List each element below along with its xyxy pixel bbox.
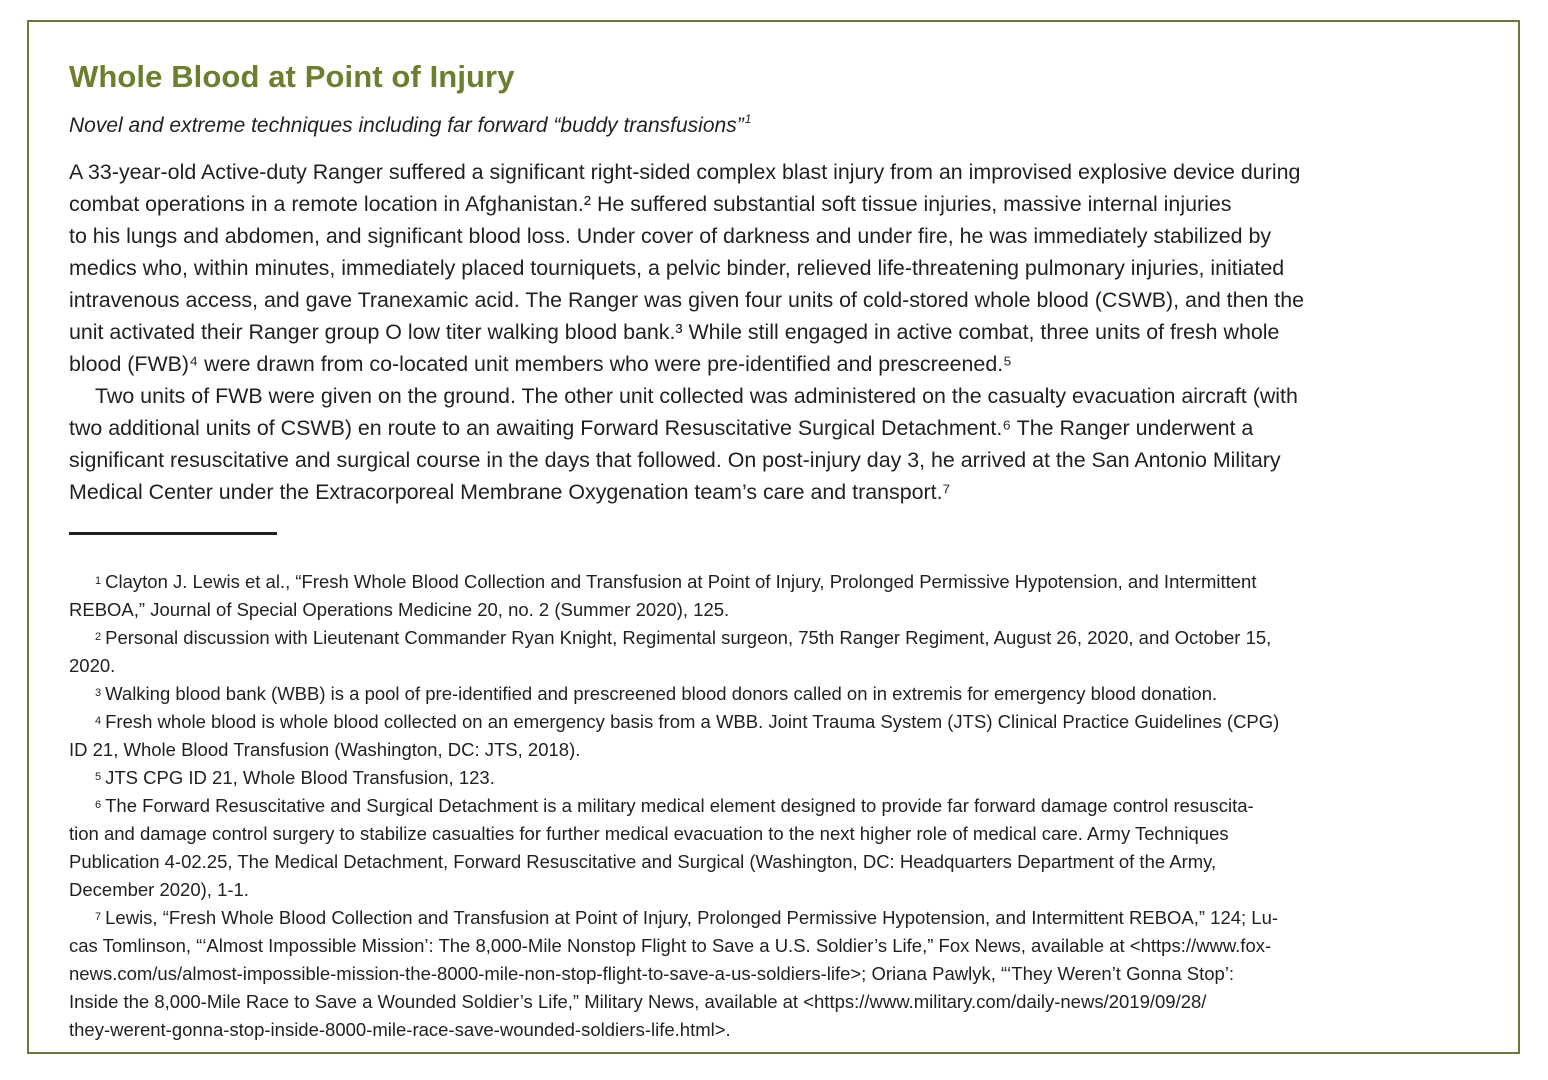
footnote-line xyxy=(69,680,1489,708)
body-line: combat operations in a remote location in Afghanistan.² He suffered substantial soft tissue injuries, massive internal injuries xyxy=(69,192,1232,216)
footnote-text: Lewis, “Fresh Whole Blood Collection and Transfusion at Point of Injury, Prolonged Permissive Hypotension, and Intermittent REBOA,” 124; Lu- xyxy=(105,907,1279,928)
sidebar-box xyxy=(27,20,1520,1054)
box-title: Whole Blood at Point of Injury xyxy=(69,59,515,94)
footnote-line xyxy=(69,736,1489,764)
footnote-line xyxy=(69,960,1489,988)
footnote-text: 2020. xyxy=(69,655,116,676)
footnote-number: 6 xyxy=(95,799,102,811)
footnote-line xyxy=(69,876,1489,904)
footnote-number: 3 xyxy=(95,687,102,699)
footnote-text: ID 21, Whole Blood Transfusion (Washington, DC: JTS, 2018). xyxy=(69,739,581,760)
body-line: significant resuscitative and surgical course in the days that followed. On post-injury day 3, he arrived at the San Antonio Military xyxy=(69,448,1281,472)
footnote-text: December 2020), 1-1. xyxy=(69,879,249,900)
box-subtitle xyxy=(69,114,751,138)
body-line: two additional units of CSWB) en route to an awaiting Forward Resuscitative Surgical Detachment.⁶ The Ranger underwent a xyxy=(69,416,1254,440)
footnote-text: Walking blood bank (WBB) is a pool of pre-identified and prescreened blood donors called on in extremis for emergency blood donation. xyxy=(105,683,1218,704)
footnote-text: Personal discussion with Lieutenant Commander Ryan Knight, Regimental surgeon, 75th Ranger Regiment, August 26, 2020, and October 15, xyxy=(105,627,1272,648)
body-line: medics who, within minutes, immediately placed tourniquets, a pelvic binder, relieved life-threatening pulmonary injuries, initiated xyxy=(69,256,1285,280)
body-line: A 33-year-old Active-duty Ranger suffered a significant right-sided complex blast injury from an improvised explosive device during xyxy=(69,160,1301,184)
body-line: unit activated their Ranger group O low titer walking blood bank.³ While still engaged in active combat, three units of fresh whole xyxy=(69,320,1280,344)
footnote-line xyxy=(69,792,1489,820)
footnote-number: 7 xyxy=(95,911,102,923)
footnote-line xyxy=(69,932,1489,960)
footnote-line xyxy=(69,596,1489,624)
footnote-number: 4 xyxy=(95,715,102,727)
footnote-line xyxy=(69,1016,1489,1044)
footnote-number: 5 xyxy=(95,771,102,783)
body-text xyxy=(69,156,1489,508)
footnote-number: 2 xyxy=(95,631,102,643)
body-line: intravenous access, and gave Tranexamic acid. The Ranger was given four units of cold-stored whole blood (CSWB), and then the xyxy=(69,288,1304,312)
footnote-line xyxy=(69,624,1489,652)
footnote-text: news.com/us/almost-impossible-mission-the-8000-mile-non-stop-flight-to-save-a-us-soldiers-life>; Oriana Pawlyk, “‘They Weren’t Gonna Stop’: xyxy=(69,963,1235,984)
footnote-text: Inside the 8,000-Mile Race to Save a Wounded Soldier’s Life,” Military News, available at <https://www.military.com/daily-news/2019/09/28/ xyxy=(69,991,1207,1012)
body-line: to his lungs and abdomen, and significant blood loss. Under cover of darkness and under fire, he was immediately stabilized by xyxy=(69,224,1272,248)
footnote-text: tion and damage control surgery to stabilize casualties for further medical evacuation to the next higher role of medical care. Army Techniques xyxy=(69,823,1229,844)
footnotes xyxy=(69,568,1489,1044)
subtitle-text: Novel and extreme techniques including far forward “buddy transfusions” xyxy=(69,114,744,137)
footnote-number: 1 xyxy=(95,575,102,587)
footnote-line xyxy=(69,904,1489,932)
body-line: blood (FWB)⁴ were drawn from co-located unit members who were pre-identified and prescreened.⁵ xyxy=(69,352,1013,376)
subtitle-note-ref: 1 xyxy=(744,112,752,126)
footnote-text: cas Tomlinson, “‘Almost Impossible Mission’: The 8,000-Mile Nonstop Flight to Save a U.S. Soldier’s Life,” Fox News, available at <https://www.fox- xyxy=(69,935,1272,956)
body-line: Two units of FWB were given on the ground. The other unit collected was administered on the casualty evacuation aircraft (with xyxy=(95,384,1298,408)
footnote-line xyxy=(69,764,1489,792)
footnote-text: they-werent-gonna-stop-inside-8000-mile-race-save-wounded-soldiers-life.html>. xyxy=(69,1019,731,1040)
footnote-text: Publication 4-02.25, The Medical Detachment, Forward Resuscitative and Surgical (Washington, DC: Headquarters Department of the Army, xyxy=(69,851,1217,872)
footnote-line xyxy=(69,988,1489,1016)
footnote-line xyxy=(69,568,1489,596)
footnote-text: Clayton J. Lewis et al., “Fresh Whole Blood Collection and Transfusion at Point of Injury, Prolonged Permissive Hypotension, and Intermittent xyxy=(105,571,1257,592)
footnote-line xyxy=(69,820,1489,848)
body-line: Medical Center under the Extracorporeal Membrane Oxygenation team’s care and transport.⁷ xyxy=(69,480,951,504)
footnote-text: REBOA,” Journal of Special Operations Medicine 20, no. 2 (Summer 2020), 125. xyxy=(69,599,730,620)
footnote-divider xyxy=(69,532,277,535)
footnote-line xyxy=(69,708,1489,736)
footnote-line xyxy=(69,848,1489,876)
footnote-text: The Forward Resuscitative and Surgical Detachment is a military medical element designed to provide far forward damage control resuscita- xyxy=(105,795,1254,816)
footnote-line xyxy=(69,652,1489,680)
footnote-text: JTS CPG ID 21, Whole Blood Transfusion, 123. xyxy=(105,767,495,788)
footnote-text: Fresh whole blood is whole blood collected on an emergency basis from a WBB. Joint Trauma System (JTS) Clinical Practice Guidelines (CPG) xyxy=(105,711,1280,732)
